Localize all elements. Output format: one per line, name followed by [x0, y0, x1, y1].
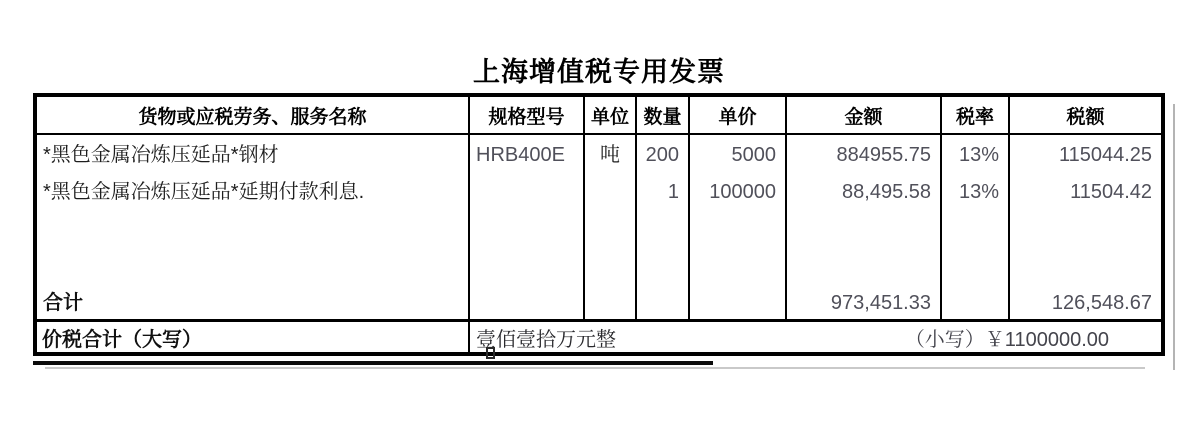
column-tax-amount: [1010, 135, 1161, 319]
header-unit: 单位: [585, 97, 637, 133]
column-qty: [637, 135, 690, 319]
header-tax-rate: 税率: [942, 97, 1010, 133]
column-unit-price: [690, 135, 787, 319]
item-unit: 吨: [600, 144, 620, 166]
column-tax-rate: [942, 135, 1010, 319]
grand-total-label: 价税合计（大写）: [37, 322, 470, 352]
header-unit-price: 单价: [690, 97, 787, 133]
header-spec: 规格型号: [470, 97, 585, 133]
invoice-table: [33, 93, 1165, 356]
item-tax: 11504.42: [1070, 181, 1152, 203]
total-amount: 973,451.33: [830, 292, 931, 314]
column-unit: [585, 135, 637, 319]
item-unit: [585, 174, 635, 211]
item-amount: 88,495.58: [842, 181, 931, 203]
text-cursor-artifact: [486, 347, 495, 359]
item-spec: HRB400E: [476, 144, 565, 166]
item-name: *黑色金属冶炼压延品*延期付款利息.: [43, 181, 365, 203]
item-qty: 1: [667, 181, 679, 203]
column-amount: [787, 135, 942, 319]
table-shadow-right: [1173, 104, 1175, 370]
header-amount: 金额: [787, 97, 942, 133]
table-header-row: [37, 97, 1161, 135]
total-label: 合计: [43, 292, 83, 314]
item-price: 100000: [709, 181, 776, 203]
grand-total-values: [470, 322, 1161, 352]
amount-in-figures: [905, 323, 1161, 352]
column-goods-name: [37, 135, 470, 319]
amount-in-words: 壹佰壹拾万元整: [476, 328, 616, 351]
column-spec: [470, 135, 585, 319]
total-tax: 126,548.67: [1051, 292, 1152, 314]
item-amount: 884955.75: [836, 144, 931, 166]
item-tax-rate: 13%: [958, 181, 999, 203]
item-spec: [470, 174, 583, 211]
header-qty: 数量: [637, 97, 690, 133]
small-figures-label: （小写）: [904, 328, 985, 351]
invoice-title: 上海增值税专用发票: [473, 57, 725, 87]
table-shadow-bottom-light: [45, 367, 1145, 369]
small-figures-value: ￥1100000.00: [984, 328, 1109, 351]
table-body: [37, 135, 1161, 319]
item-tax: 115044.25: [1058, 144, 1152, 166]
item-price: 5000: [731, 144, 776, 166]
header-tax-amount: 税额: [1066, 106, 1105, 128]
item-name: *黑色金属冶炼压延品*钢材: [43, 144, 279, 166]
header-goods-name: 货物或应税劳务、服务名称: [37, 97, 470, 133]
table-shadow-bottom: [33, 361, 713, 365]
grand-total-row: [37, 319, 1161, 352]
item-tax-rate: 13%: [958, 144, 999, 166]
item-qty: 200: [645, 144, 679, 166]
